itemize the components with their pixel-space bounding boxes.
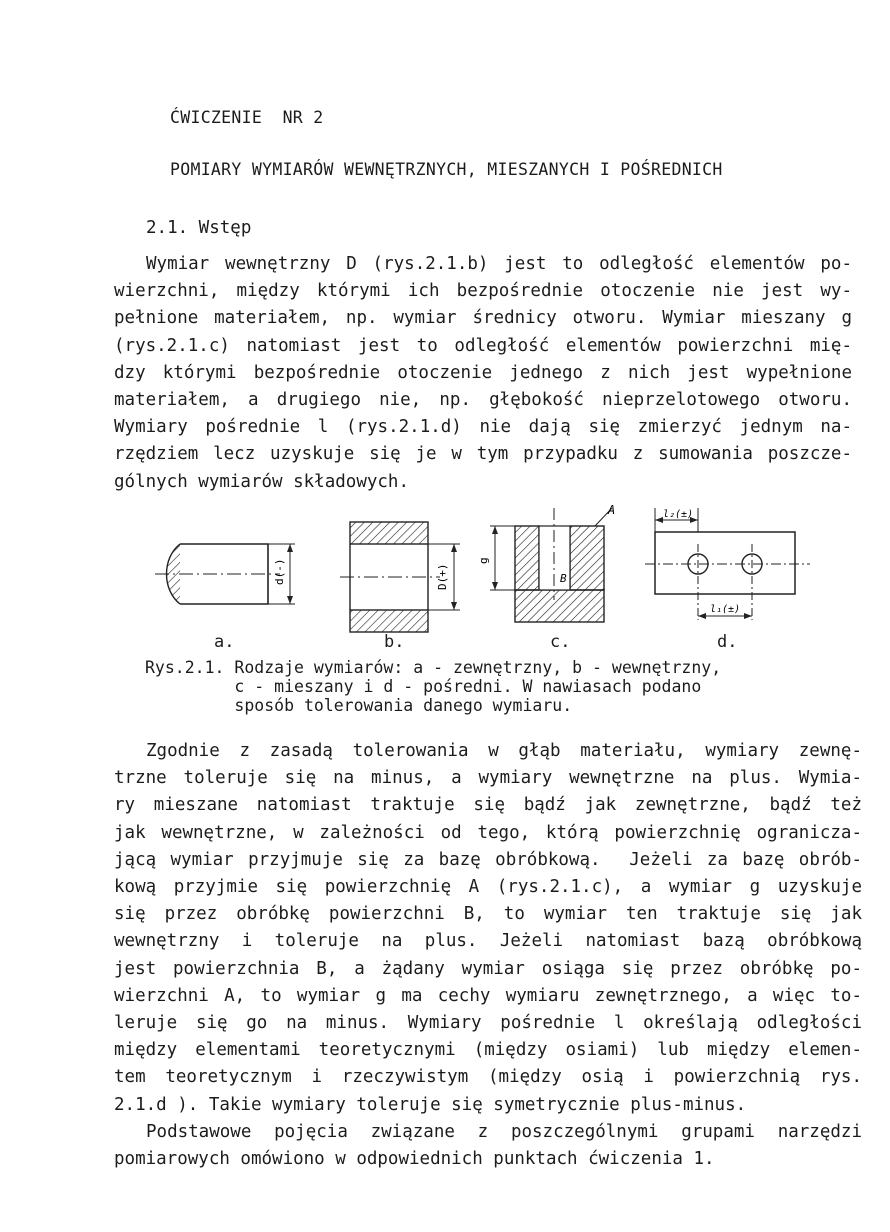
body-line: Zgodnie z zasadą tolerowania w głąb materiału, wymiary zewnę- [146,741,862,761]
body-line: się przez obróbkę powierzchni B, to wymiar ten traktuje się jak [114,904,862,925]
intro-line: rzędziem lecz uzyskuje się je w tym przypadku z sumowania poszcze- [114,444,852,465]
body-paragraph [114,738,862,1173]
body-line: między elementami teoretycznymi (między osiami) lub między elemen- [114,1040,862,1061]
dim-d-l2-label: l₂(±) [663,509,694,520]
body-line: kową przyjmie się powierzchnię A (rys.2.1.c), a wymiar g uzyskuje [114,877,862,898]
body-line: trzne toleruje się na minus, a wymiary wewnętrzne na plus. Wymia- [114,768,862,789]
figure-caption-line: c - mieszany i d - pośredni. W nawiasach podano [145,677,702,696]
body-line: 2.1.d ). Takie wymiary toleruje się symetrycznie plus-minus. [114,1094,747,1115]
final-line: Podstawowe pojęcia związane z poszczególnymi grupami narzędzi [146,1121,862,1142]
dim-c-g-label: g [477,557,490,564]
exercise-title: ĆWICZENIE NR 2 [170,108,324,127]
dim-c-B-label: B [560,572,567,585]
figure-c-blind-hole [477,503,615,622]
figure-b-bore [340,522,460,632]
intro-line: Wymiar wewnętrzny D (rys.2.1.b) jest to odległość elementów po- [146,254,852,274]
figure-label-c: c. [550,632,571,652]
final-line: pomiarowych omówiono w odpowiednich punktach ćwiczenia 1. [114,1149,715,1170]
body-line: jącą wymiar przyjmuje się za bazę obróbkową. Jeżeli za bazę obrób- [114,849,862,870]
figure-label-b: b. [384,632,405,652]
figure-caption-line: sposób tolerowania danego wymiaru. [145,696,573,715]
intro-line: Wymiary pośrednie l (rys.2.1.d) nie dają się zmierzyć jednym na- [114,417,852,438]
intro-paragraph [114,251,852,496]
body-line: wewnętrzny i toleruje na plus. Jeżeli natomiast bazą obróbkową [114,931,862,952]
dim-a-label: d(-) [273,558,286,585]
dim-b-label: D(+) [436,563,449,590]
body-line: tem teoretycznym i rzeczywistym (między osią i powierzchnią rys. [114,1067,862,1088]
intro-line: (rys.2.1.c) natomiast jest to odległość elementów powierzchni mię- [114,335,852,356]
intro-line: gólnych wymiarów składowych. [114,471,410,492]
section-heading: 2.1. Wstęp [146,218,252,238]
intro-line: materiałem, a drugiego nie, np. głębokość nieprzelotowego otworu. [114,390,852,411]
intro-line: wierzchni, między którymi ich bezpośrednie otoczenie nie jest wy- [114,281,852,302]
figure-caption-line: Rys.2.1. Rodzaje wymiarów: a - zewnętrzny, b - wewnętrzny, [145,658,722,677]
figure-label-a: a. [214,632,235,652]
figure-label-d: d. [717,632,738,652]
figure-d-plate [645,508,810,620]
figure-a-shaft [155,544,295,604]
figure-2-1 [140,500,820,640]
intro-line: dzy którymi bezpośrednie otoczenie jednego z nich jest wypełnione [114,362,852,383]
dim-c-A-label: A [608,503,616,517]
body-line: leruje się go na minus. Wymiary pośrednie l określają odległości [114,1013,862,1034]
body-line: wierzchni A, to wymiar g ma cechy wymiaru zewnętrznego, a więc to- [114,985,862,1006]
intro-line: pełnione materiałem, np. wymiar średnicy otworu. Wymiar mieszany g [114,308,852,329]
body-line: ry mieszane natomiast traktuje się bądź jak zewnętrzne, bądź też [114,795,862,816]
body-line: jak wewnętrzne, w zależności od tego, którą powierzchnię ogranicza- [114,822,862,843]
dim-d-l1-label: l₁(±) [710,604,741,615]
main-title: POMIARY WYMIARÓW WEWNĘTRZNYCH, MIESZANYCH I POŚREDNICH [170,160,723,179]
body-line: jest powierzchnia B, a żądany wymiar osiąga się przez obróbkę po- [114,958,862,979]
